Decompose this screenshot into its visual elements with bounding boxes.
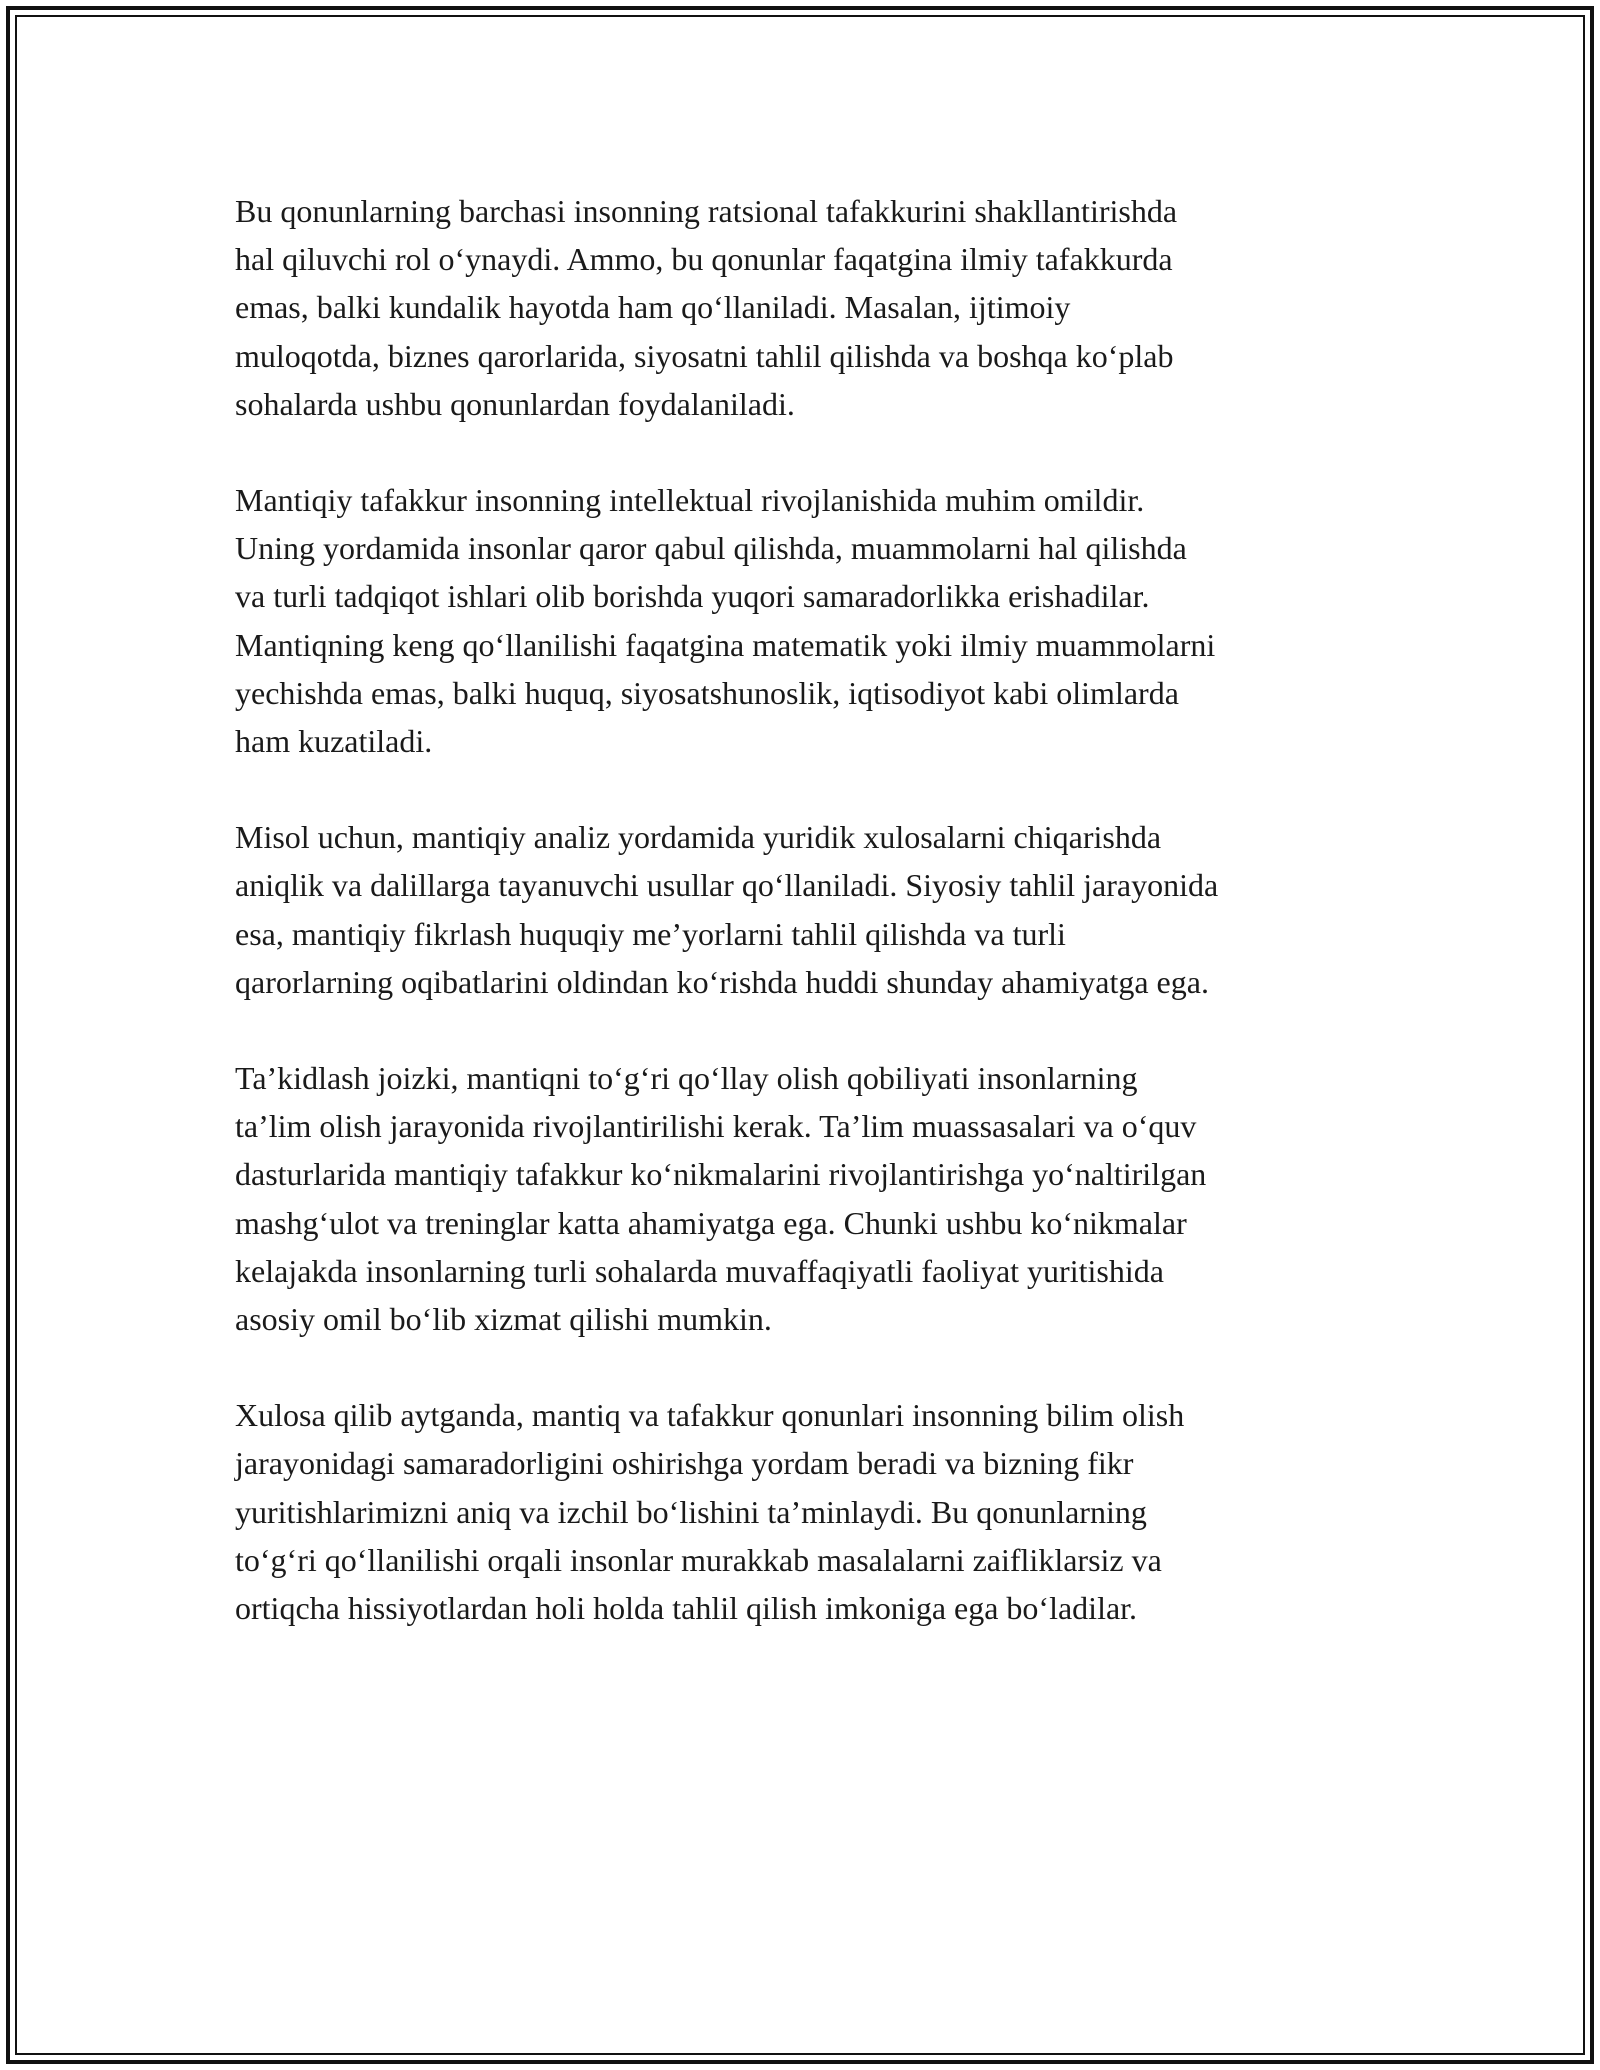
text-line: ortiqcha hissiyotlardan holi holda tahlil qilish imkoniga ega bo‘ladilar. xyxy=(235,1590,1138,1627)
text-line: yechishda emas, balki huquq, siyosatshunoslik, iqtisodiyot kabi olimlarda xyxy=(235,674,1179,711)
text-line: Uning yordamida insonlar qaror qabul qilishda, muammolarni hal qilishda xyxy=(235,530,1187,567)
text-line: Ta’kidlash joizki, mantiqni to‘g‘ri qo‘llay olish qobiliyati insonlarning xyxy=(235,1060,1138,1097)
text-line: to‘g‘ri qo‘llanilishi orqali insonlar murakkab masalalarni zaifliklarsiz va xyxy=(235,1541,1162,1578)
text-line: Xulosa qilib aytganda, mantiq va tafakkur qonunlari insonning bilim olish xyxy=(235,1397,1185,1434)
text-line: muloqotda, biznes qarorlarida, siyosatni tahlil qilishda va boshqa ko‘plab xyxy=(235,337,1174,374)
text-line: esa, mantiqiy fikrlash huquqiy me’yorlarni tahlil qilishda va turli xyxy=(235,915,1066,952)
text-line: Bu qonunlarning barchasi insonning ratsional tafakkurini shakllantirishda xyxy=(235,193,1178,229)
text-line: va turli tadqiqot ishlari olib borishda yuqori samaradorlikka erishadilar. xyxy=(235,578,1150,615)
text-line: ta’lim olish jarayonida rivojlantirilishi kerak. Ta’lim muassasalari va o‘quv xyxy=(235,1108,1197,1145)
paragraph xyxy=(235,1054,1375,1343)
paragraph xyxy=(235,187,1375,428)
text-line: dasturlarida mantiqiy tafakkur ko‘nikmalarini rivojlantirishga yo‘naltirilgan xyxy=(235,1156,1207,1193)
text-line: hal qiluvchi rol o‘ynaydi. Ammo, bu qonunlar faqatgina ilmiy tafakkurda xyxy=(235,241,1173,278)
text-line: ham kuzatiladi. xyxy=(235,723,433,760)
text-line: qarorlarning oqibatlarini oldindan ko‘rishda huddi shunday ahamiyatga ega. xyxy=(235,963,1209,1000)
document-body xyxy=(235,187,1375,1680)
text-line: mashg‘ulot va treninglar katta ahamiyatga ega. Chunki ushbu ko‘nikmalar xyxy=(235,1204,1187,1241)
paragraph xyxy=(235,1391,1375,1632)
text-line: Mantiqning keng qo‘llanilishi faqatgina matematik yoki ilmiy muammolarni xyxy=(235,626,1216,663)
text-line: sohalarda ushbu qonunlardan foydalaniladi. xyxy=(235,385,795,422)
paragraph xyxy=(235,813,1375,1006)
text-line: Misol uchun, mantiqiy analiz yordamida yuridik xulosalarni chiqarishda xyxy=(235,819,1162,856)
text-line: jarayonidagi samaradorligini oshirishga yordam beradi va bizning fikr xyxy=(235,1445,1134,1482)
text-line: Mantiqiy tafakkur insonning intellektual rivojlanishida muhim omildir. xyxy=(235,482,1145,519)
text-line: asosiy omil bo‘lib xizmat qilishi mumkin. xyxy=(235,1301,772,1338)
text-line: emas, balki kundalik hayotda ham qo‘llaniladi. Masalan, ijtimoiy xyxy=(235,289,1071,326)
text-line: yuritishlarimizni aniq va izchil bo‘lishini ta’minlaydi. Bu qonunlarning xyxy=(235,1493,1147,1530)
text-line: aniqlik va dalillarga tayanuvchi usullar qo‘llaniladi. Siyosiy tahlil jarayonida xyxy=(235,867,1219,904)
text-line: kelajakda insonlarning turli sohalarda muvaffaqiyatli faoliyat yuritishida xyxy=(235,1252,1164,1289)
paragraph xyxy=(235,476,1375,765)
